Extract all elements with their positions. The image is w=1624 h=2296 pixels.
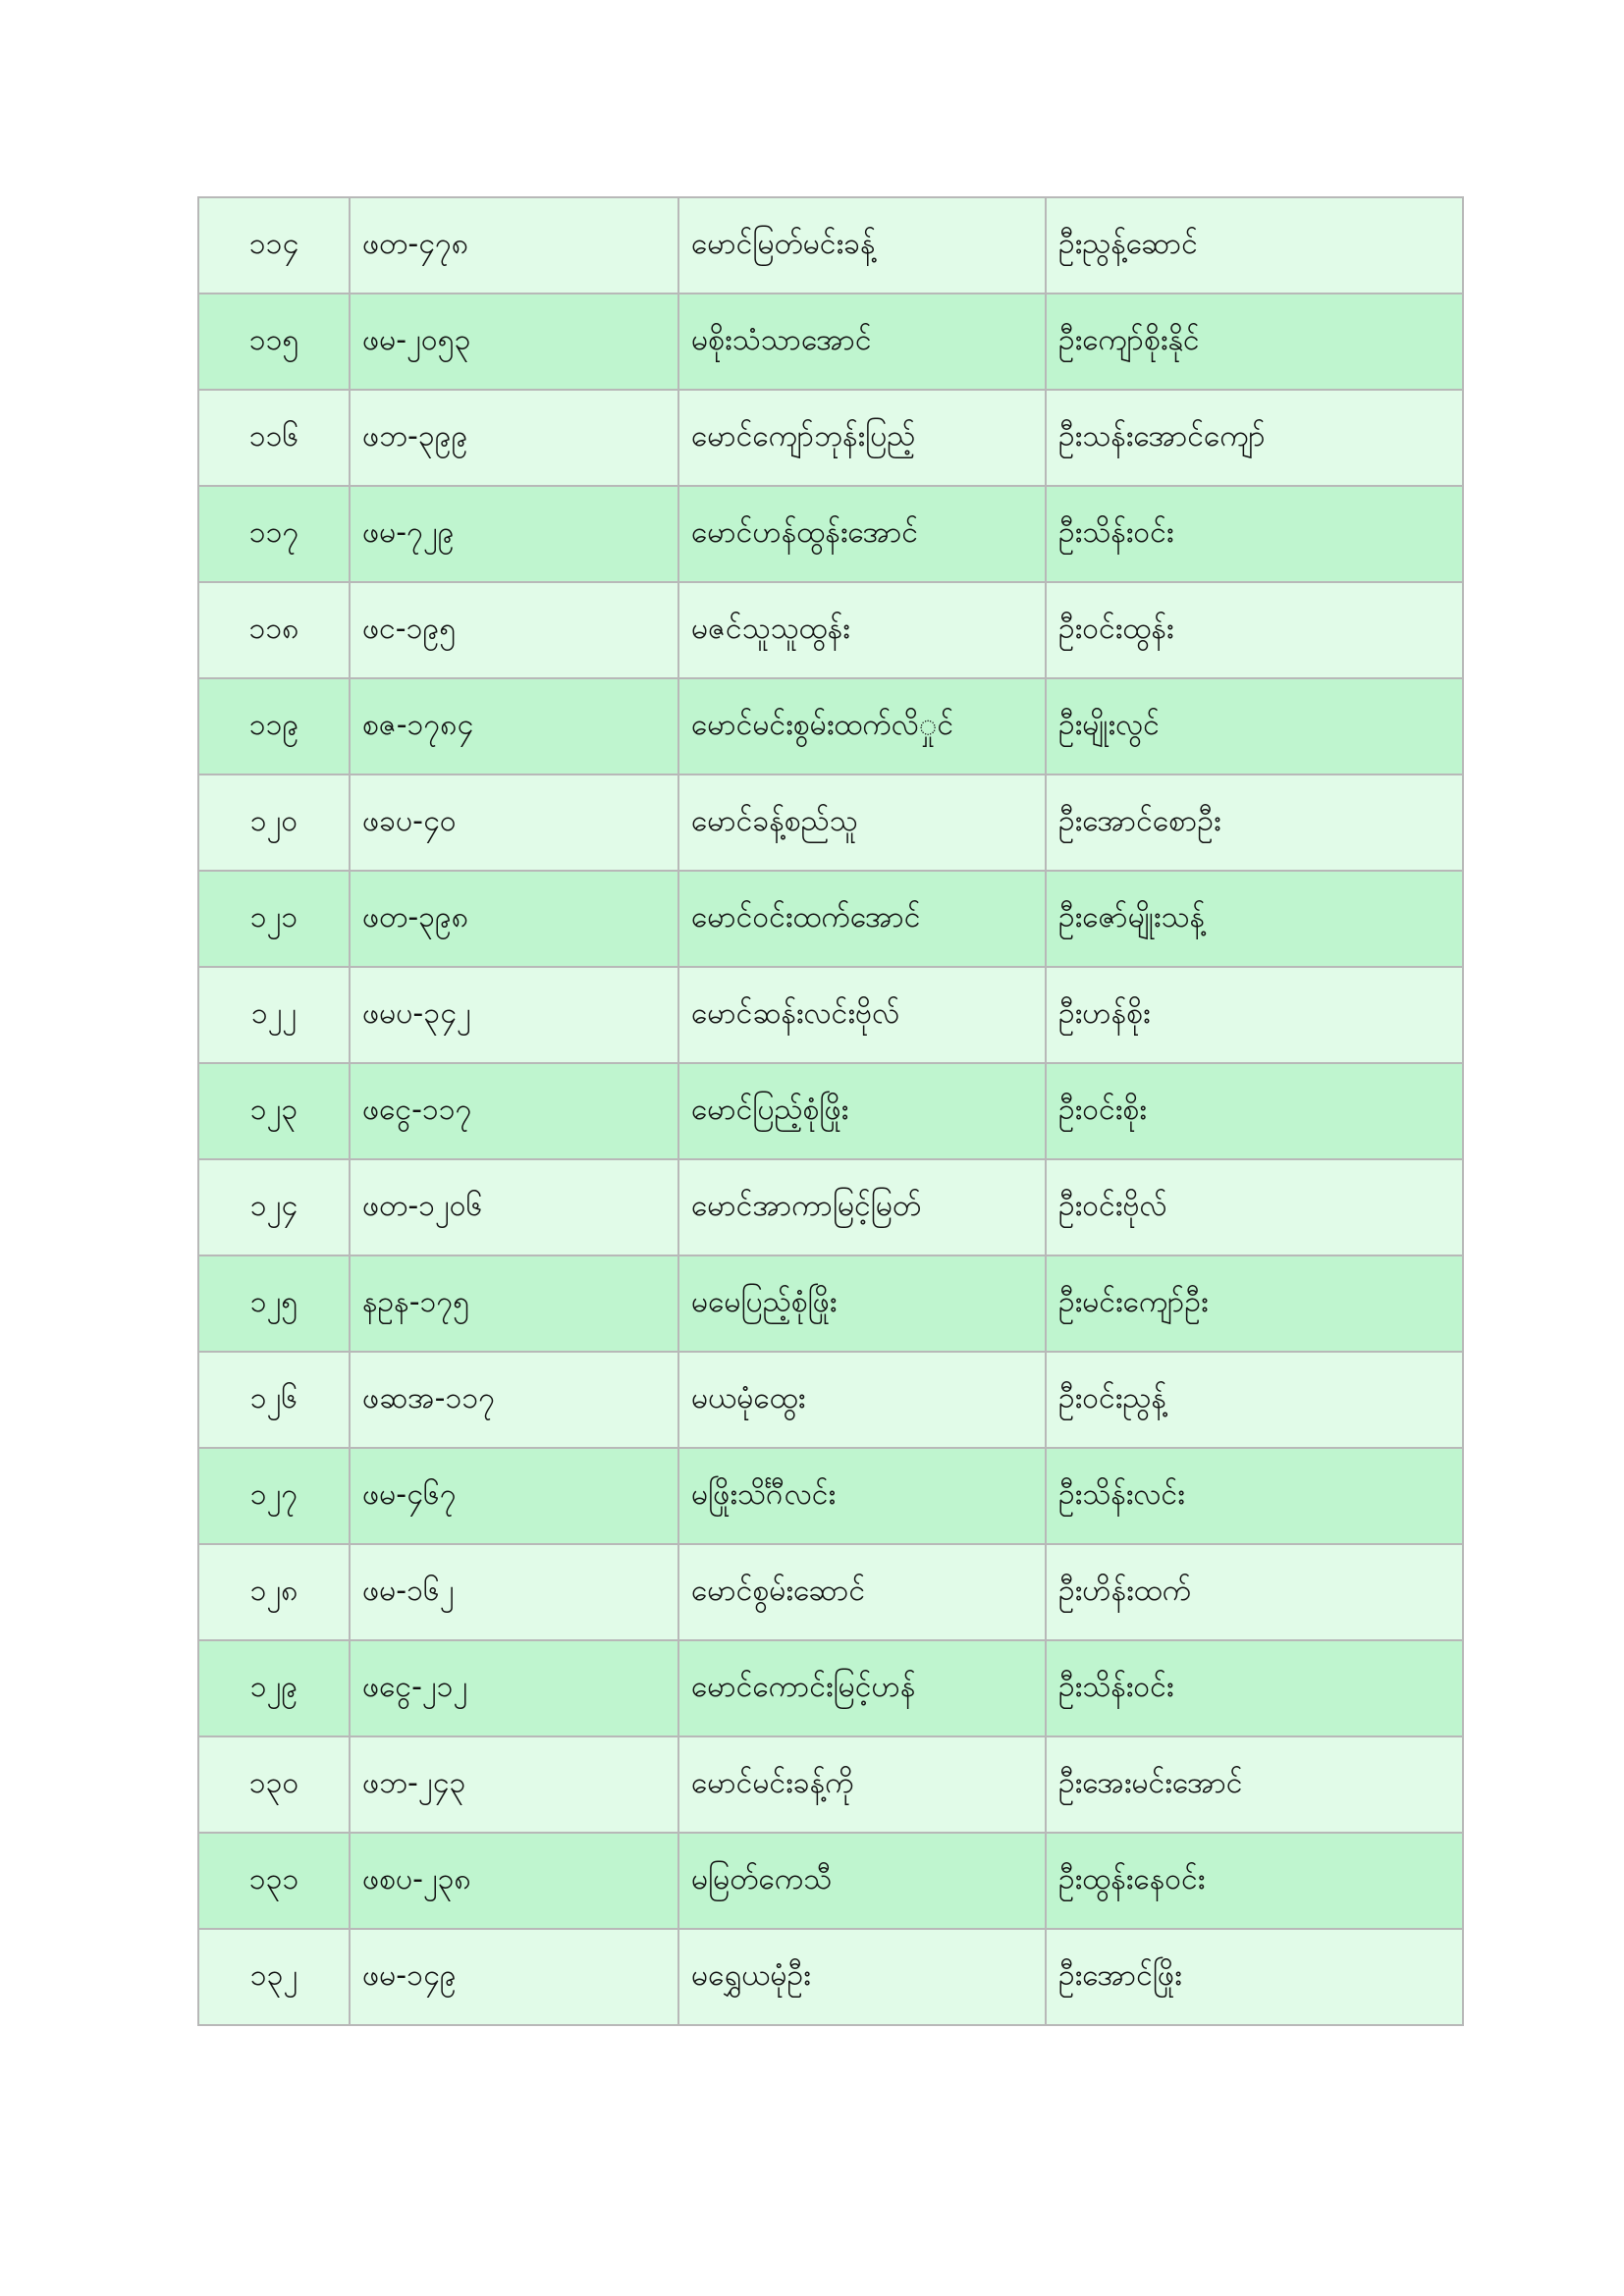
- row-number-cell: ၁၃၁: [198, 1833, 350, 1929]
- father-name-cell: ဦးအေးမင်းအောင်: [1046, 1736, 1463, 1833]
- student-name-cell: မောင်မင်းစွမ်းထက်လိှုင်: [678, 678, 1046, 774]
- father-name-cell: ဦးဟန်စိုး: [1046, 967, 1463, 1063]
- table-row: [198, 1833, 1463, 1929]
- student-name-cell: မောင်အာကာမြင့်မြတ်: [678, 1159, 1046, 1255]
- father-name-cell: ဦးဇော်မျိုးသန့်: [1046, 871, 1463, 967]
- student-name-cell: မောင်မင်းခန့်ကို: [678, 1736, 1046, 1833]
- student-name-cell: မောင်ဆန်းလင်းဗိုလ်: [678, 967, 1046, 1063]
- table-row: [198, 1544, 1463, 1640]
- father-name-cell: ဦးဟိန်းထက်: [1046, 1544, 1463, 1640]
- father-name-cell: ဦးသိန်းဝင်း: [1046, 486, 1463, 582]
- father-name-cell: ဦးအောင်ဖြိုး: [1046, 1929, 1463, 2025]
- student-name-cell: မရွှေယမုံဦး: [678, 1929, 1046, 2025]
- father-name-cell: ဦးကျော်စိုးနိုင်: [1046, 294, 1463, 390]
- student-roster-table: [197, 196, 1464, 2026]
- registration-id-cell: ဖတ-၃၉၈: [350, 871, 678, 967]
- registration-id-cell: ဖမ-၁၆၂: [350, 1544, 678, 1640]
- student-name-cell: မောင်ဟန်ထွန်းအောင်: [678, 486, 1046, 582]
- row-number-cell: ၁၂၄: [198, 1159, 350, 1255]
- father-name-cell: ဦးမျိုးလွင်: [1046, 678, 1463, 774]
- student-name-cell: မောင်ခန့်စည်သူ: [678, 774, 1046, 871]
- table-row: [198, 1736, 1463, 1833]
- row-number-cell: ၁၂၆: [198, 1352, 350, 1448]
- table-row: [198, 1929, 1463, 2025]
- table-row: [198, 294, 1463, 390]
- row-number-cell: ၁၁၉: [198, 678, 350, 774]
- registration-id-cell: ဖငွေ-၁၁၇: [350, 1063, 678, 1159]
- registration-id-cell: ဖမ-၇၂၉: [350, 486, 678, 582]
- registration-id-cell: ဖမ-၄၆၇: [350, 1448, 678, 1544]
- row-number-cell: ၁၃၀: [198, 1736, 350, 1833]
- row-number-cell: ၁၃၂: [198, 1929, 350, 2025]
- father-name-cell: ဦးဝင်းစိုး: [1046, 1063, 1463, 1159]
- row-number-cell: ၁၁၅: [198, 294, 350, 390]
- table-row: [198, 1063, 1463, 1159]
- table-row: [198, 197, 1463, 294]
- row-number-cell: ၁၂၈: [198, 1544, 350, 1640]
- table-row: [198, 774, 1463, 871]
- table-row: [198, 1255, 1463, 1352]
- student-name-cell: မဇင်သူသူထွန်း: [678, 582, 1046, 678]
- father-name-cell: ဦးမင်းကျော်ဦး: [1046, 1255, 1463, 1352]
- table-row: [198, 1640, 1463, 1736]
- table-row: [198, 1159, 1463, 1255]
- father-name-cell: ဦးဝင်းဗိုလ်: [1046, 1159, 1463, 1255]
- student-name-cell: မယမုံထွေး: [678, 1352, 1046, 1448]
- registration-id-cell: ဖခပ-၄၀: [350, 774, 678, 871]
- table-row: [198, 1352, 1463, 1448]
- registration-id-cell: ဖဘ-၂၄၃: [350, 1736, 678, 1833]
- table-row: [198, 678, 1463, 774]
- student-name-cell: မမြတ်ကေသီ: [678, 1833, 1046, 1929]
- table-row: [198, 967, 1463, 1063]
- row-number-cell: ၁၂၂: [198, 967, 350, 1063]
- row-number-cell: ၁၂၉: [198, 1640, 350, 1736]
- student-name-cell: မောင်ကျော်ဘုန်းပြည့်: [678, 390, 1046, 486]
- row-number-cell: ၁၂၃: [198, 1063, 350, 1159]
- student-name-cell: မောင်ကောင်းမြင့်ဟန်: [678, 1640, 1046, 1736]
- student-name-cell: မစိုးသံသာအောင်: [678, 294, 1046, 390]
- father-name-cell: ဦးဝင်းထွန်း: [1046, 582, 1463, 678]
- registration-id-cell: ဖစပ-၂၃၈: [350, 1833, 678, 1929]
- father-name-cell: ဦးသန်းအောင်ကျော်: [1046, 390, 1463, 486]
- registration-id-cell: ဖင-၁၉၅: [350, 582, 678, 678]
- student-name-cell: မောင်ပြည့်စုံဖြိုး: [678, 1063, 1046, 1159]
- father-name-cell: ဦးဝင်းညွန့်: [1046, 1352, 1463, 1448]
- registration-id-cell: ဖမ-၁၄၉: [350, 1929, 678, 2025]
- row-number-cell: ၁၁၇: [198, 486, 350, 582]
- roster-table-body: [198, 197, 1463, 2025]
- student-name-cell: မမေပြည့်စုံဖြိုး: [678, 1255, 1046, 1352]
- registration-id-cell: နဥန-၁၇၅: [350, 1255, 678, 1352]
- registration-id-cell: ဖဆအ-၁၁၇: [350, 1352, 678, 1448]
- row-number-cell: ၁၂၀: [198, 774, 350, 871]
- row-number-cell: ၁၁၈: [198, 582, 350, 678]
- father-name-cell: ဦးသိန်းဝင်း: [1046, 1640, 1463, 1736]
- father-name-cell: ဦးထွန်းနေဝင်း: [1046, 1833, 1463, 1929]
- father-name-cell: ဦးညွန့်ဆောင်: [1046, 197, 1463, 294]
- registration-id-cell: ဖမ-၂၀၅၃: [350, 294, 678, 390]
- student-name-cell: မောင်ဝင်းထက်အောင်: [678, 871, 1046, 967]
- table-row: [198, 1448, 1463, 1544]
- table-row: [198, 582, 1463, 678]
- row-number-cell: ၁၂၅: [198, 1255, 350, 1352]
- father-name-cell: ဦးသိန်းလင်း: [1046, 1448, 1463, 1544]
- registration-id-cell: ဖတ-၄၇၈: [350, 197, 678, 294]
- row-number-cell: ၁၁၆: [198, 390, 350, 486]
- row-number-cell: ၁၂၁: [198, 871, 350, 967]
- registration-id-cell: ဖမပ-၃၄၂: [350, 967, 678, 1063]
- table-row: [198, 390, 1463, 486]
- student-name-cell: မောင်စွမ်းဆောင်: [678, 1544, 1046, 1640]
- row-number-cell: ၁၁၄: [198, 197, 350, 294]
- father-name-cell: ဦးအောင်စောဦး: [1046, 774, 1463, 871]
- student-name-cell: မောင်မြတ်မင်းခန့်: [678, 197, 1046, 294]
- registration-id-cell: ဖငွေ-၂၁၂: [350, 1640, 678, 1736]
- registration-id-cell: ဖဘ-၃၉၉: [350, 390, 678, 486]
- row-number-cell: ၁၂၇: [198, 1448, 350, 1544]
- table-row: [198, 486, 1463, 582]
- table-row: [198, 871, 1463, 967]
- registration-id-cell: စဇ-၁၇၈၄: [350, 678, 678, 774]
- registration-id-cell: ဖတ-၁၂၀၆: [350, 1159, 678, 1255]
- student-name-cell: မဖြိုးသိင်္ဂီလင်း: [678, 1448, 1046, 1544]
